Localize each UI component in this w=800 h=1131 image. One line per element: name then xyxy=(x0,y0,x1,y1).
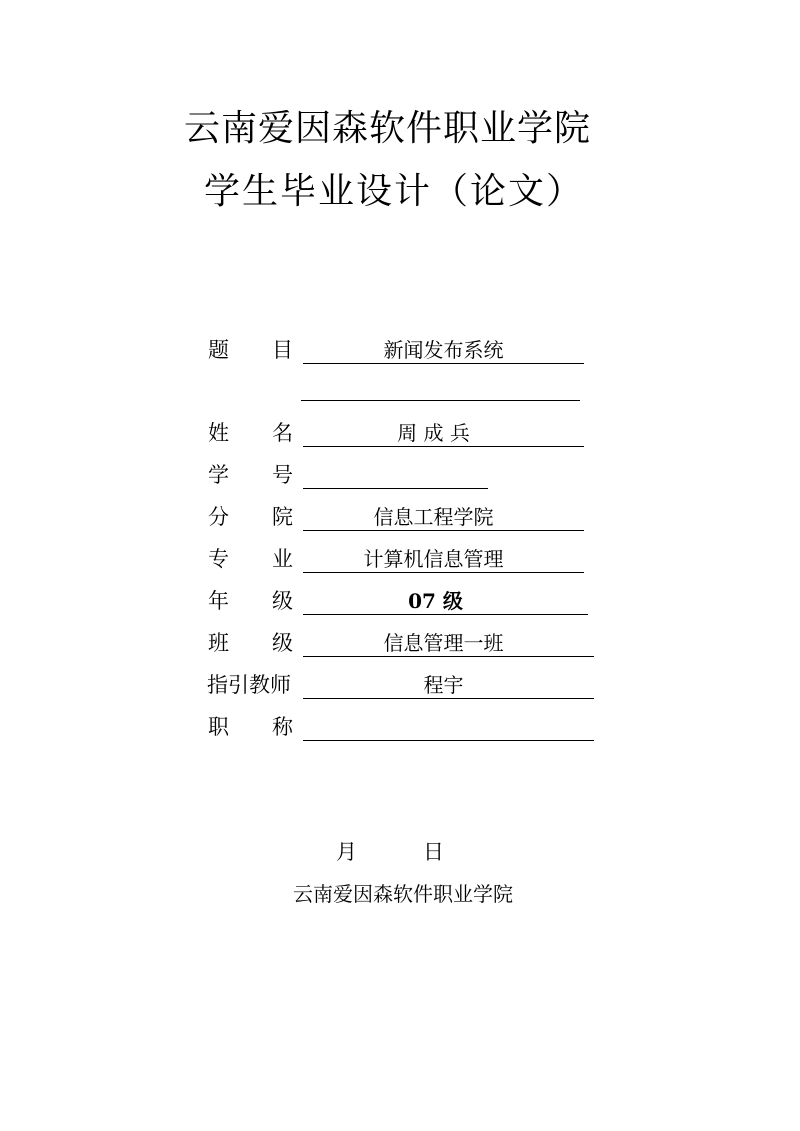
field-row-topic-cont xyxy=(0,373,800,405)
field-value-college[interactable]: 信息工程学院 xyxy=(373,505,494,529)
field-row-name xyxy=(0,419,800,451)
date-month: 月 xyxy=(336,840,357,864)
field-label-title-2: 称 xyxy=(272,715,293,739)
field-value-name[interactable]: 周 成 兵 xyxy=(397,421,470,445)
field-label-student-id-1: 学 xyxy=(208,463,229,487)
field-row-title xyxy=(0,713,800,745)
field-value-grade[interactable]: 07 级 xyxy=(408,589,463,613)
field-value-topic[interactable]: 新闻发布系统 xyxy=(383,338,504,362)
cover-title-thesis: 学生毕业设计（论文） xyxy=(204,171,585,212)
field-label-student-id-2: 号 xyxy=(272,463,293,487)
date-day: 日 xyxy=(423,840,444,864)
field-underline-student-id xyxy=(303,488,488,489)
field-label-college-1: 分 xyxy=(208,505,229,529)
field-value-class[interactable]: 信息管理一班 xyxy=(383,631,504,655)
field-row-topic xyxy=(0,336,800,368)
date-row xyxy=(0,838,800,868)
field-label-grade-1: 年 xyxy=(208,589,229,613)
field-value-advisor[interactable]: 程宇 xyxy=(423,673,464,697)
field-label-title-1: 职 xyxy=(208,715,229,739)
field-label-name-2: 名 xyxy=(272,421,293,445)
field-label-advisor: 指引教师 xyxy=(207,673,291,697)
field-label-major-2: 业 xyxy=(272,547,293,571)
field-label-class-1: 班 xyxy=(208,631,229,655)
field-label-topic-1: 题 xyxy=(208,338,229,362)
field-label-class-2: 级 xyxy=(272,631,293,655)
field-row-grade xyxy=(0,587,800,619)
field-row-college xyxy=(0,503,800,535)
field-row-student-id xyxy=(0,461,800,493)
field-row-class xyxy=(0,629,800,661)
field-value-major[interactable]: 计算机信息管理 xyxy=(363,547,504,571)
field-label-topic-2: 目 xyxy=(272,338,293,362)
footer-school-name: 云南爱因森软件职业学院 xyxy=(293,882,513,906)
field-underline-title xyxy=(303,740,594,741)
field-row-major xyxy=(0,545,800,577)
field-label-grade-2: 级 xyxy=(272,589,293,613)
field-label-college-2: 院 xyxy=(272,505,293,529)
field-label-major-1: 专 xyxy=(208,547,229,571)
field-underline-topic-cont xyxy=(301,400,580,401)
field-label-name-1: 姓 xyxy=(208,421,229,445)
field-row-advisor xyxy=(0,671,800,703)
cover-title-school: 云南爱因森软件职业学院 xyxy=(184,108,592,149)
